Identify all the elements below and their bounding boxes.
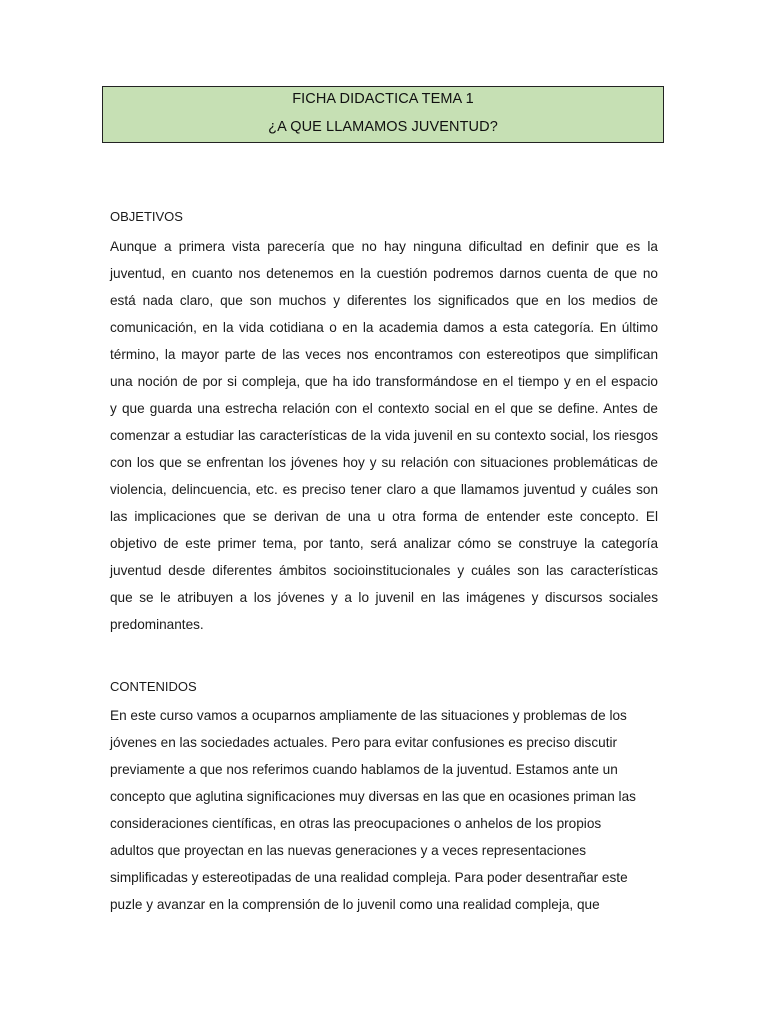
paragraph-line: las implicaciones que se derivan de una u otra forma de entender este concepto. El	[110, 509, 658, 524]
paragraph-line: concepto que aglutina significaciones muy diversas en las que en ocasiones priman las	[110, 789, 636, 804]
paragraph-line: una noción de por si compleja, que ha ido transformándose en el tiempo y en el espacio	[110, 374, 658, 389]
paragraph-line: comenzar a estudiar las características de la vida juvenil en su contexto social, los riesgos	[110, 428, 658, 443]
paragraph-line: comunicación, en la vida cotidiana o en la academia damos a esta categoría. En último	[110, 320, 658, 335]
contenidos-paragraph	[110, 702, 658, 918]
objetivos-heading: OBJETIVOS	[110, 209, 183, 224]
paragraph-line: predominantes.	[110, 617, 204, 632]
title-box	[102, 86, 664, 143]
paragraph-line: juventud, en cuanto nos detenemos en la cuestión podremos darnos cuenta de que no	[110, 266, 658, 281]
paragraph-line: que se le atribuyen a los jóvenes y a lo juvenil en las imágenes y discursos sociales	[110, 590, 658, 605]
paragraph-line: consideraciones científicas, en otras las preocupaciones o anhelos de los propios	[110, 816, 602, 831]
paragraph-line: con los que se enfrentan los jóvenes hoy y su relación con situaciones problemáticas de	[110, 455, 658, 470]
contenidos-heading: CONTENIDOS	[110, 679, 197, 694]
paragraph-line: puzle y avanzar en la comprensión de lo juvenil como una realidad compleja, que	[110, 897, 600, 912]
paragraph-line: jóvenes en las sociedades actuales. Pero para evitar confusiones es preciso discutir	[110, 735, 618, 750]
paragraph-line: y que guarda una estrecha relación con el contexto social en el que se define. Antes de	[110, 401, 658, 416]
paragraph-line: objetivo de este primer tema, por tanto, será analizar cómo se construye la categoría	[110, 536, 658, 551]
objetivos-paragraph	[110, 233, 658, 638]
paragraph-line: previamente a que nos referimos cuando hablamos de la juventud. Estamos ante un	[110, 762, 618, 777]
paragraph-line: simplificadas y estereotipadas de una realidad compleja. Para poder desentrañar este	[110, 870, 628, 885]
paragraph-line: adultos que proyectan en las nuevas generaciones y a veces representaciones	[110, 843, 587, 858]
paragraph-line: En este curso vamos a ocuparnos ampliamente de las situaciones y problemas de los	[110, 708, 627, 723]
paragraph-line: Aunque a primera vista parecería que no hay ninguna dificultad en definir que es la	[110, 239, 658, 254]
paragraph-line: juventud desde diferentes ámbitos socioinstitucionales y cuáles son las características	[110, 563, 658, 578]
paragraph-line: está nada claro, que son muchos y diferentes los significados que en los medios de	[110, 293, 658, 308]
document-title: FICHA DIDACTICA TEMA 1	[292, 91, 474, 107]
paragraph-line: violencia, delincuencia, etc. es preciso tener claro a que llamamos juventud y cuáles son	[110, 482, 658, 497]
document-subtitle: ¿A QUE LLAMAMOS JUVENTUD?	[268, 119, 498, 135]
paragraph-line: término, la mayor parte de las veces nos encontramos con estereotipos que simplifican	[110, 347, 658, 362]
